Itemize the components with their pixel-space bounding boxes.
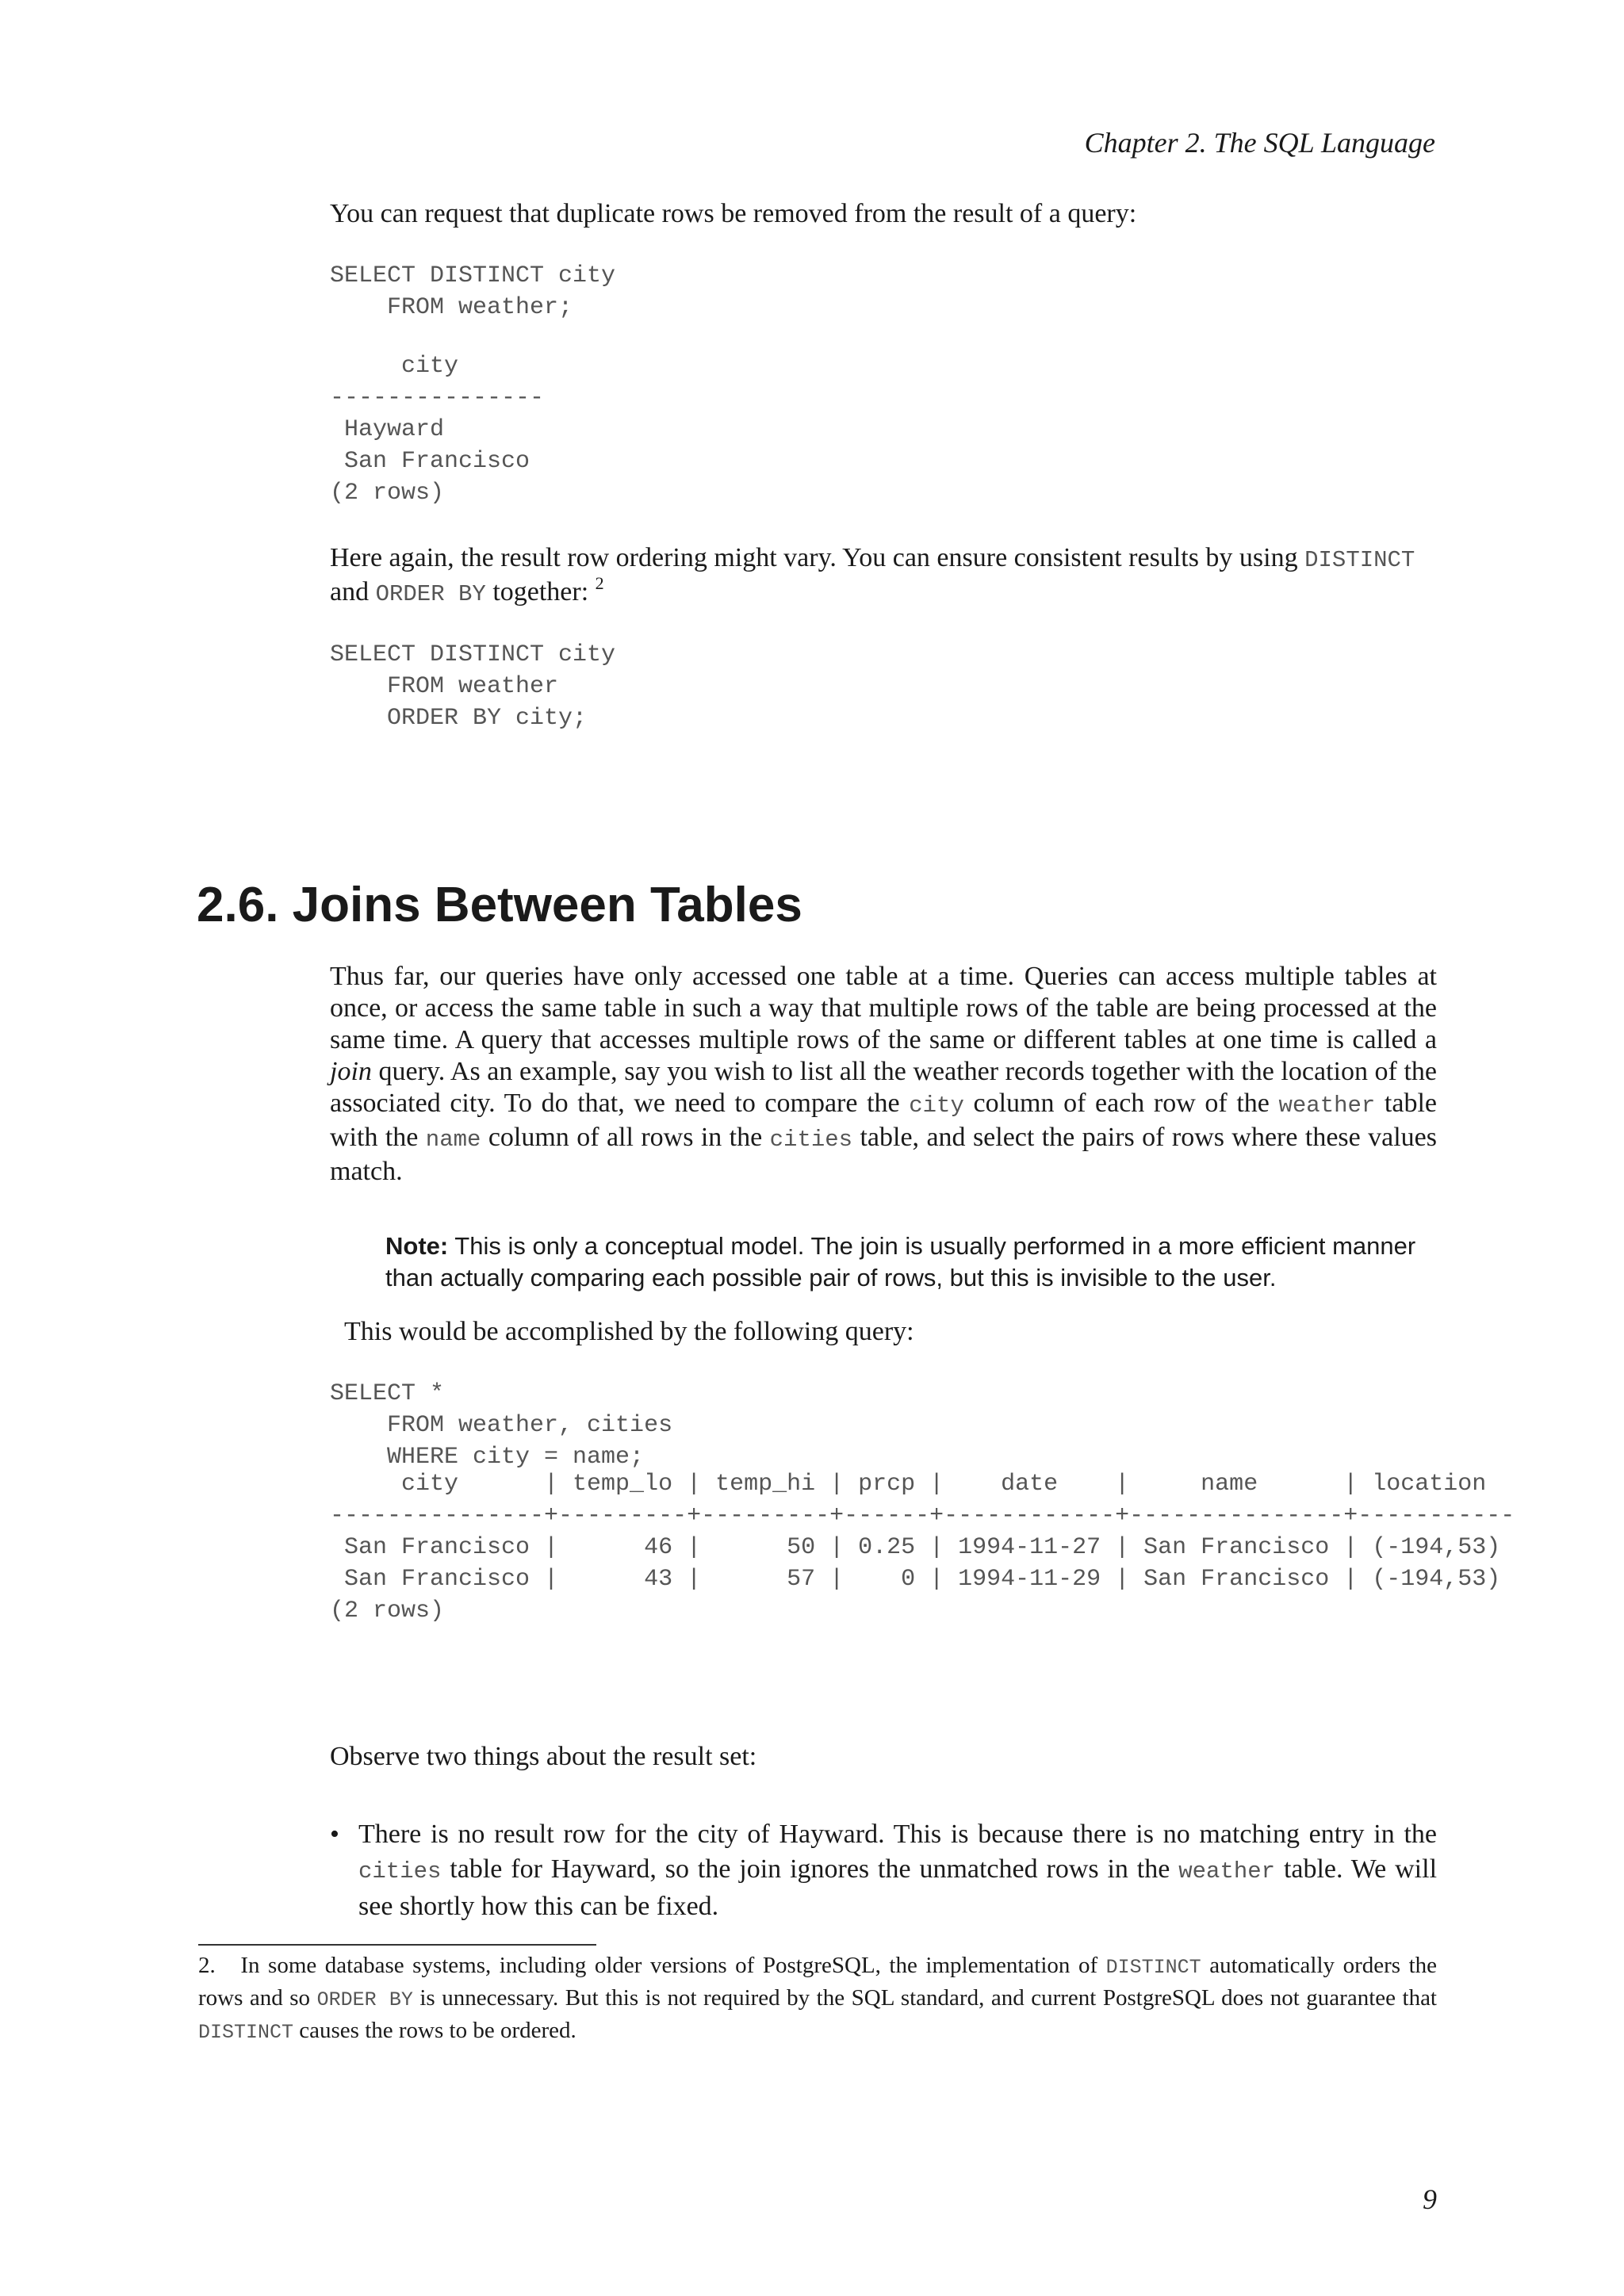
inline-code-order-by: ORDER BY <box>316 1988 413 2011</box>
joins-text-4: table with the <box>330 1089 1437 1152</box>
bullet-text <box>358 1817 1437 1924</box>
ordering-paragraph <box>330 542 1437 610</box>
inline-code-weather: weather <box>1178 1858 1276 1885</box>
inline-code-order-by: ORDER BY <box>375 581 486 607</box>
footnote-text-2: automatically orders the rows and so <box>198 1953 1438 2011</box>
bullet-icon: • <box>330 1820 339 1849</box>
observe-paragraph: Observe two things about the result set: <box>330 1742 757 1771</box>
code-block-join-query: SELECT * FROM weather, cities WHERE city = name; <box>330 1380 673 1471</box>
footnote-text-4: causes the rows to be ordered. <box>293 2018 576 2043</box>
note-block <box>385 1230 1437 1294</box>
joins-text-6: table, and select the pairs of rows where these values match. <box>330 1123 1437 1186</box>
ordering-text-1: Here again, the result row ordering might vary. You can ensure consistent results by using <box>330 543 1305 572</box>
note-text: This is only a conceptual model. The join is usually performed in a more efficient manner than actually comparing each possible pair of rows, but this is invisible to the user. <box>385 1232 1416 1292</box>
note-label: Note: <box>385 1232 449 1260</box>
section-heading: 2.6. Joins Between Tables <box>197 878 802 932</box>
inline-code-distinct: DISTINCT <box>198 2021 294 2044</box>
footnote-ref: 2 <box>595 573 604 593</box>
inline-code-cities: cities <box>769 1127 853 1153</box>
footnote-text-3: is unnecessary. But this is not required by the SQL standard, and current PostgreSQL does not guarantee that <box>412 1985 1437 2011</box>
inline-code-distinct: DISTINCT <box>1304 547 1415 573</box>
query-intro-paragraph: This would be accomplished by the following query: <box>344 1317 914 1346</box>
code-block-select-distinct: SELECT DISTINCT city FROM weather; <box>330 262 616 321</box>
bullet-text-3: table. We will see shortly how this can be fixed. <box>358 1854 1438 1921</box>
joins-text-5: column of all rows in the <box>481 1123 770 1152</box>
inline-code-name: name <box>425 1127 481 1153</box>
running-header: Chapter 2. The SQL Language <box>1084 127 1435 159</box>
result-block-distinct: city --------------- Hayward San Francisco (2 rows) <box>330 353 545 507</box>
footnote-divider <box>198 1944 596 1946</box>
intro-paragraph: You can request that duplicate rows be removed from the result of a query: <box>330 199 1137 228</box>
page-number: 9 <box>1423 2183 1437 2215</box>
footnote <box>198 1950 1437 2048</box>
joins-text-2: query. As an example, say you wish to list all the weather records together with the location of the associated city. To do that, we need to compare the <box>330 1057 1437 1118</box>
joins-text-3: column of each row of the <box>963 1089 1279 1118</box>
bullet-text-1: There is no result row for the city of Hayward. This is because there is no matching entry in the <box>358 1820 1437 1849</box>
ordering-text-3: together: <box>485 577 596 607</box>
joins-text-1: Thus far, our queries have only accessed one table at a time. Queries can access multiple tables at once, or access the same table in such a way that multiple rows of the table are being processed at the same time. A query that accesses multiple rows of the same or different tables at one time is called a <box>330 962 1437 1054</box>
bullet-text-2: table for Hayward, so the join ignores the unmatched rows in the <box>441 1854 1179 1884</box>
inline-code-weather: weather <box>1278 1093 1376 1119</box>
inline-code-distinct: DISTINCT <box>1105 1956 1201 1979</box>
join-term: join <box>330 1057 372 1086</box>
joins-paragraph <box>330 961 1437 1188</box>
ordering-text-2: and <box>330 577 376 607</box>
list-item <box>330 1817 1437 1924</box>
code-block-order-by: SELECT DISTINCT city FROM weather ORDER BY city; <box>330 641 616 732</box>
inline-code-city: city <box>909 1093 964 1119</box>
footnote-text-1: In some database systems, including older versions of PostgreSQL, the implementation of <box>240 1953 1106 1978</box>
footnote-number: 2. <box>198 1953 216 1978</box>
result-block-join: city | temp_lo | temp_hi | prcp | date | name | location ---------------+---------+---------+------+------------+---------------+----------- San Francisco | 46 | 50 | 0.25 | 1994-11-27 | San Francisco | (-194,53) San Francisco | 43 | 57 | 0 | 1994-11-29 | San Francisco | (-194,53) (2 rows) <box>330 1471 1515 1624</box>
inline-code-cities: cities <box>358 1858 442 1885</box>
